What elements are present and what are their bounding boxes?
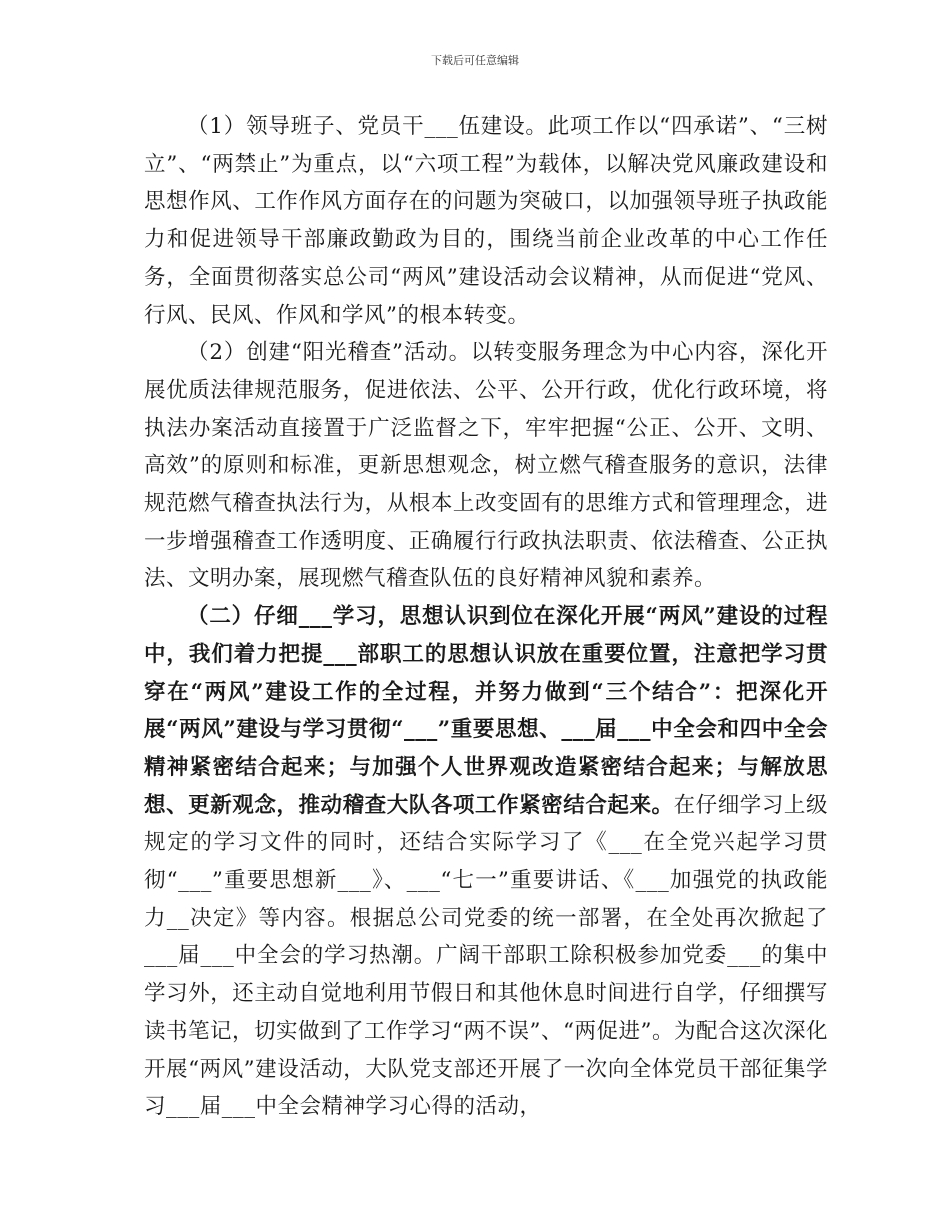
paragraph-2-text: （2）创建“阳光稽查”活动。以转变服务理念为中心内容，深化开展优质法律规范服务，促进依法、公平、公开行政，优化行政环境，将执法办案活动直接置于广泛监督之下，牢牢把握“公正、公开、文明、高效”的原则和标准，更新思想观念，树立燃气稽查服务的意识，法律规范燃气稽查执法行为，从根本上改变固有的思维方式和管理理念，进一步增强稽查工作透明度、正确履行行政执法职责、依法稽查、公正执法、文明办案，展现燃气稽查队伍的良好精神风貌和素养。 <box>144 340 828 592</box>
paragraph-3-bold-heading: （二）仔细___学习，思想认识到位在深化开展“两风”建设的过程中，我们着力把提___部职工的思想认识放在重要位置，注意把学习贯穿在“两风”建设工作的全过程，并努力做到“三个结合”：把深化开展“两风”建设与学习贯彻“___”重要思想、___届___中全会和四中全会精神紧密结合起来；与加强个人世界观改造紧密结合起来；与解放思想、更新观念，推动稽查大队各项工作紧密结合起来。 <box>144 604 828 818</box>
paragraph-3 <box>144 598 828 1126</box>
document-body <box>144 108 828 1126</box>
paragraph-2 <box>144 334 828 598</box>
paragraph-1-text: （1）领导班子、党员干___伍建设。此项工作以“四承诺”、“三树立”、“两禁止”为重点，以“六项工程”为载体，以解决党风廉政建设和思想作风、工作作风方面存在的问题为突破口，以加强领导班子执政能力和促进领导干部廉政勤政为目的，围绕当前企业改革的中心工作任务，全面贯彻落实总公司“两风”建设活动会议精神，从而促进“党风、行风、民风、作风和学风”的根本转变。 <box>144 114 828 328</box>
paragraph-1 <box>144 108 828 334</box>
paragraph-3-text: 在仔细学习上级规定的学习文件的同时，还结合实际学习了《___在全党兴起学习贯彻“___”重要思想新___》、___“七一”重要讲话、《___加强党的执政能力__决定》等内容。根据总公司党委的统一部署，在全处再次掀起了___届___中全会的学习热潮。广阔干部职工除积极参加党委___的集中学习外，还主动自觉地利用节假日和其他休息时间进行自学，仔细撰写读书笔记，切实做到了工作学习“两不误”、“两促进”。为配合这次深化开展“两风”建设活动，大队党支部还开展了一次向全体党员干部征集学习___届___中全会精神学习心得的活动， <box>144 792 828 1120</box>
page-header-note: 下载后可任意编辑 <box>431 54 519 67</box>
